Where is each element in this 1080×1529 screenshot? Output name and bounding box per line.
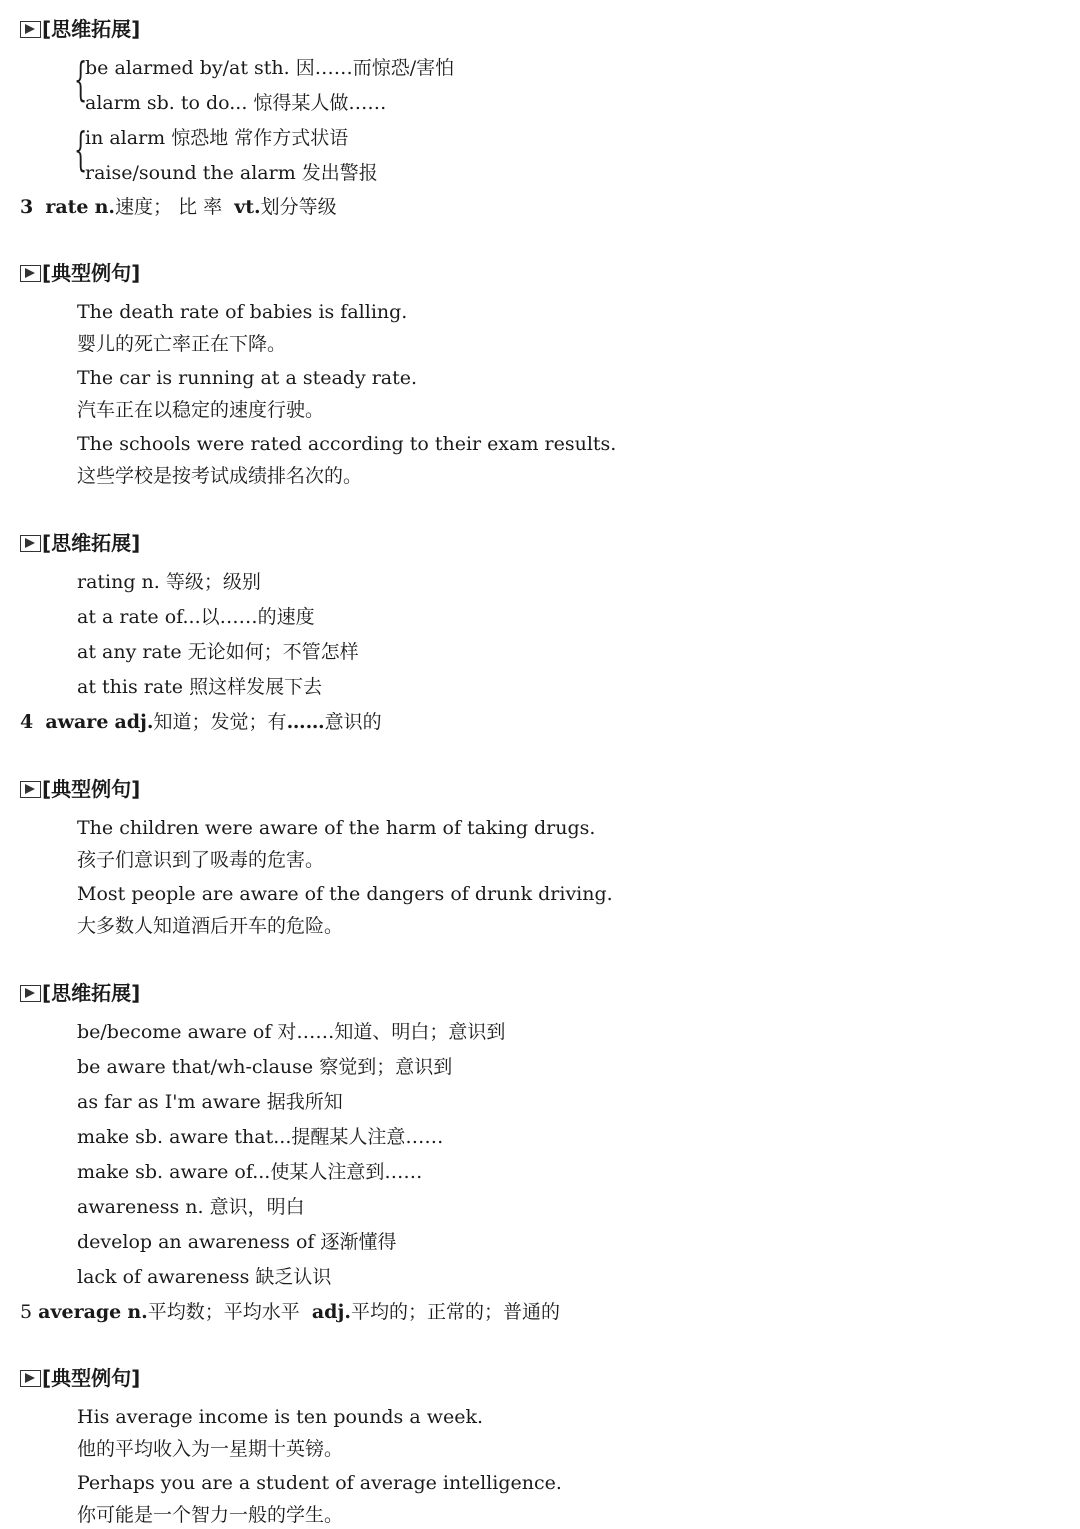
section-header-examples-2 xyxy=(20,779,140,799)
section-header-examples-1 xyxy=(20,263,140,283)
play-icon xyxy=(20,1370,41,1387)
expansion-line: in alarm 惊恐地 常作方式状语 xyxy=(85,127,349,149)
example-translation: 孩子们意识到了吸毒的危害。 xyxy=(77,849,325,871)
example-translation: 汽车正在以稳定的速度行驶。 xyxy=(77,399,325,421)
header-label: [思维拓展] xyxy=(42,17,141,41)
expansion-line: develop an awareness of 逐渐懂得 xyxy=(77,1231,397,1253)
section-header-think-2 xyxy=(20,533,140,553)
play-icon xyxy=(20,265,41,282)
entry-word: average xyxy=(38,1301,122,1323)
example-translation: 这些学校是按考试成绩排名次的。 xyxy=(77,465,363,487)
entry-definition: 划分等级 xyxy=(260,196,337,218)
header-label: [典型例句] xyxy=(42,1366,141,1390)
entry-pos: adj. xyxy=(311,1301,351,1323)
entry-pos: n. xyxy=(127,1301,148,1323)
expansion-line: be aware that/wh-clause 察觉到；意识到 xyxy=(77,1056,453,1078)
expansion-line: at any rate 无论如何；不管怎样 xyxy=(77,641,359,663)
example-sentence: The schools were rated according to their exam results. xyxy=(77,433,617,455)
expansion-line: at this rate 照这样发展下去 xyxy=(77,676,323,698)
entry-definition: 平均数；平均水平 xyxy=(147,1301,300,1323)
entry-number: 5 xyxy=(20,1301,33,1323)
example-translation: 他的平均收入为一星期十英镑。 xyxy=(77,1438,344,1460)
expansion-line: awareness n. 意识，明白 xyxy=(77,1196,305,1218)
section-header-think-1 xyxy=(20,19,140,39)
expansion-line: rating n. 等级；级别 xyxy=(77,571,261,593)
entry-definition: 知道；发觉；有 xyxy=(153,711,287,733)
vocab-entry-average xyxy=(20,1303,560,1322)
example-sentence: Most people are aware of the dangers of drunk driving. xyxy=(77,883,613,905)
section-header-think-3 xyxy=(20,983,140,1003)
entry-word: rate xyxy=(45,196,89,218)
expansion-line: as far as I'm aware 据我所知 xyxy=(77,1091,343,1113)
entry-definition: 速度； 比 率 xyxy=(115,196,223,218)
entry-number: 4 xyxy=(20,711,34,733)
header-label: [典型例句] xyxy=(42,261,141,285)
play-icon xyxy=(20,535,41,552)
expansion-line: be alarmed by/at sth. 因……而惊恐/害怕 xyxy=(85,57,455,79)
entry-definition: 平均的；正常的；普通的 xyxy=(350,1301,560,1323)
header-label: [典型例句] xyxy=(42,777,141,801)
brace-icon: { xyxy=(74,122,88,176)
example-sentence: The children were aware of the harm of taking drugs. xyxy=(77,817,596,839)
expansion-line: at a rate of...以……的速度 xyxy=(77,606,315,628)
example-sentence: His average income is ten pounds a week. xyxy=(77,1406,484,1428)
vocab-entry-aware xyxy=(20,713,382,732)
entry-pos: n. xyxy=(94,196,115,218)
brace-icon: { xyxy=(74,52,88,106)
entry-ellipsis: …… xyxy=(286,711,325,733)
entry-pos: adj. xyxy=(114,711,154,733)
entry-definition-end: 意识的 xyxy=(324,711,382,733)
example-sentence: The car is running at a steady rate. xyxy=(77,367,418,389)
entry-pos: vt. xyxy=(234,196,261,218)
section-header-examples-3 xyxy=(20,1368,140,1388)
header-label: [思维拓展] xyxy=(42,981,141,1005)
example-translation: 大多数人知道酒后开车的危险。 xyxy=(77,915,344,937)
play-icon xyxy=(20,21,41,38)
expansion-line: raise/sound the alarm 发出警报 xyxy=(85,162,378,184)
example-translation: 婴儿的死亡率正在下降。 xyxy=(77,333,287,355)
expansion-line: make sb. aware that...提醒某人注意…… xyxy=(77,1126,444,1148)
entry-word: aware xyxy=(45,711,109,733)
example-sentence: Perhaps you are a student of average intelligence. xyxy=(77,1472,562,1494)
play-icon xyxy=(20,985,41,1002)
example-translation: 你可能是一个智力一般的学生。 xyxy=(77,1504,344,1526)
expansion-line: make sb. aware of...使某人注意到…… xyxy=(77,1161,423,1183)
example-sentence: The death rate of babies is falling. xyxy=(77,301,408,323)
expansion-line: be/become aware of 对……知道、明白；意识到 xyxy=(77,1021,506,1043)
play-icon xyxy=(20,781,41,798)
vocab-entry-rate xyxy=(20,198,337,217)
header-label: [思维拓展] xyxy=(42,531,141,555)
expansion-line: lack of awareness 缺乏认识 xyxy=(77,1266,332,1288)
expansion-line: alarm sb. to do... 惊得某人做…… xyxy=(85,92,387,114)
entry-number: 3 xyxy=(20,196,34,218)
